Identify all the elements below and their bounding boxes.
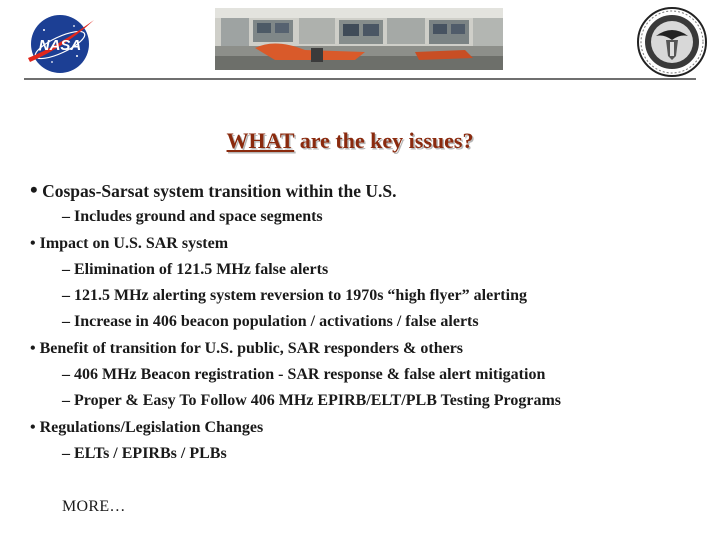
header-divider: [24, 78, 696, 80]
control-room-photo: [215, 8, 503, 70]
sub-bullet-item: – ELTs / EPIRBs / PLBs: [62, 444, 227, 462]
sub-bullet-item: – Includes ground and space segments: [62, 208, 323, 226]
bullet-item: • Benefit of transition for U.S. public, SAR responders & others: [30, 339, 464, 357]
bullet-item: • Impact on U.S. SAR system: [30, 234, 229, 252]
bullet-marker: •: [30, 177, 38, 202]
title-rest: are the key issues?: [294, 128, 474, 153]
bullet-item: [30, 178, 710, 204]
sub-bullet-item: – 406 MHz Beacon registration - SAR response & false alert mitigation: [62, 366, 546, 384]
bullet-item: • Regulations/Legislation Changes: [30, 418, 264, 436]
nasa-logo-icon: [22, 12, 98, 76]
sub-bullet-item: – Elimination of 121.5 MHz false alerts: [62, 260, 329, 278]
bullet-text: Cospas-Sarsat system transition within the U.S.: [37, 181, 397, 201]
sub-bullet-item: – Increase in 406 beacon population / activations / false alerts: [62, 313, 479, 331]
department-of-defense-seal-icon: [636, 6, 708, 78]
sub-bullet-item: – Proper & Easy To Follow 406 MHz EPIRB/ELT/PLB Testing Programs: [62, 392, 562, 410]
more-link[interactable]: MORE…: [62, 498, 126, 515]
nasa-logo-text: NASA: [38, 37, 82, 54]
title-underlined-word: WHAT: [226, 128, 295, 153]
bullet-list: [30, 178, 710, 467]
sub-bullet-item: – 121.5 MHz alerting system reversion to 1970s “high flyer” alerting: [62, 287, 527, 305]
slide-title: [0, 128, 700, 154]
